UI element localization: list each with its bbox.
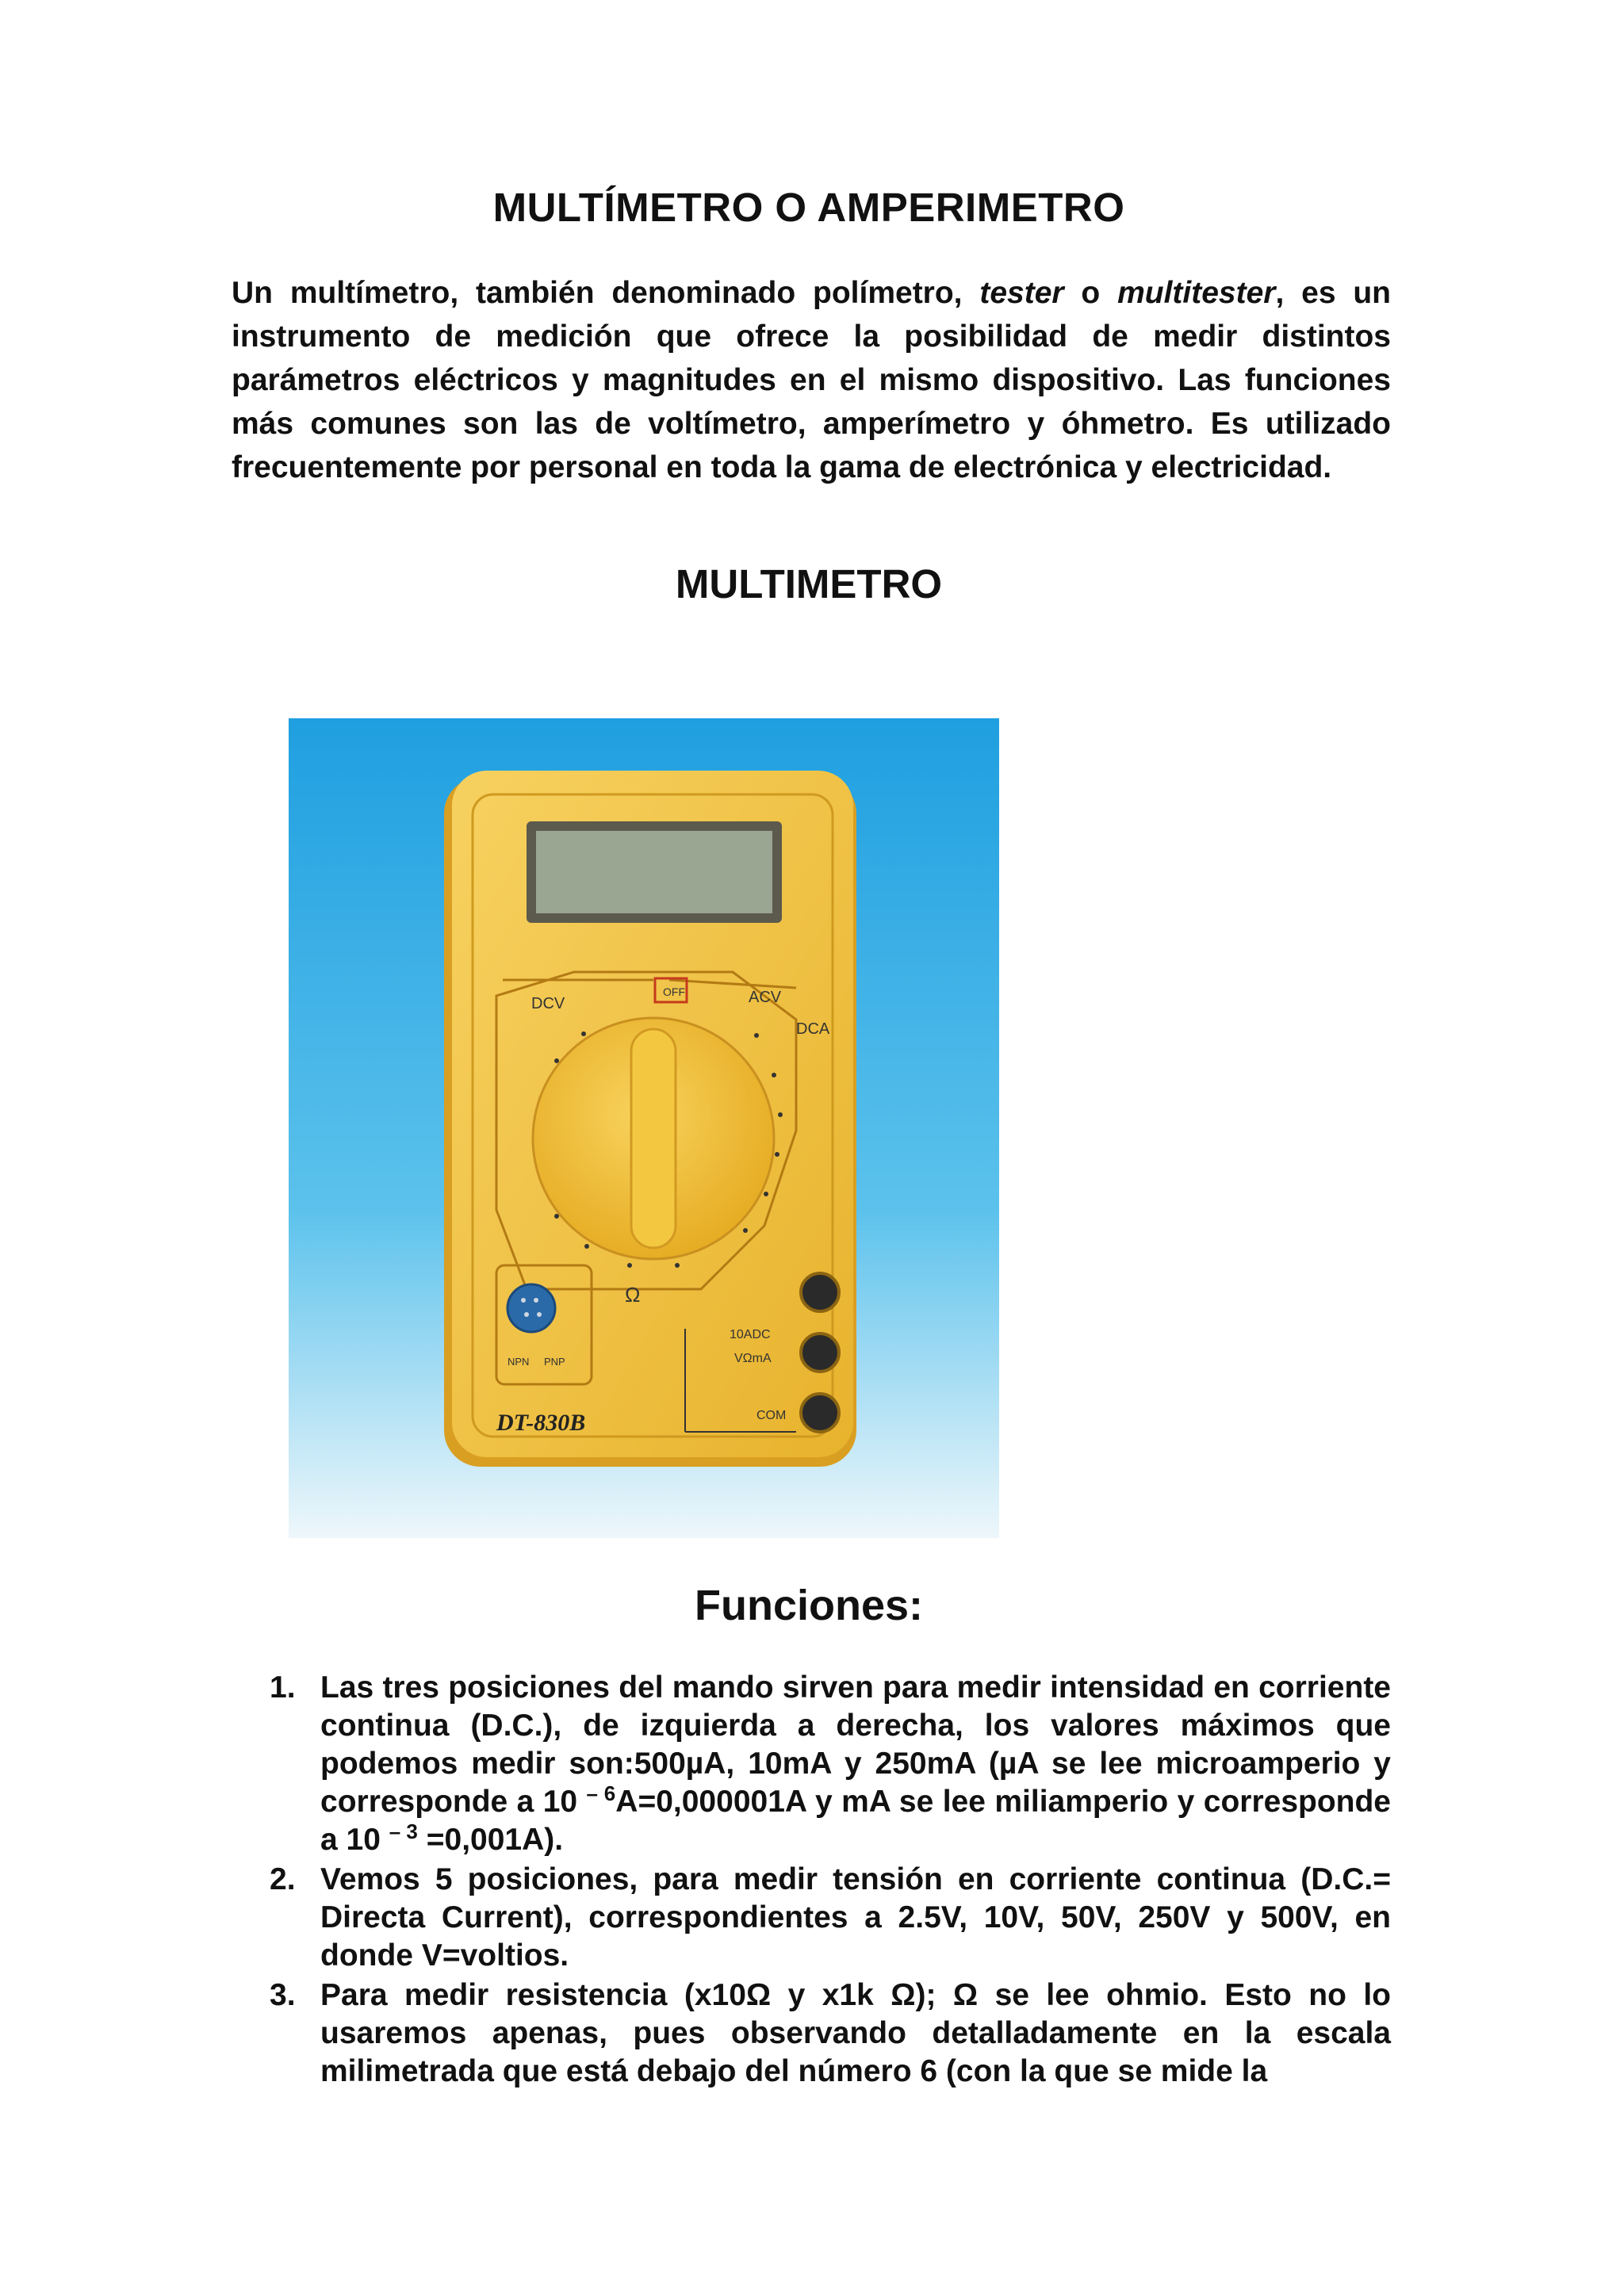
- label-10adc: 10ADC: [730, 1328, 771, 1341]
- list-item: 3. Para medir resistencia (x10Ω y x1k Ω); Ω se lee ohmio. Esto no lo usaremos apenas, pues observando detalladamente en la escala milimetrada que está debajo del número 6 (con la que se mide la: [270, 1978, 1391, 2088]
- label-acv: ACV: [749, 989, 782, 1006]
- lcd-display: [536, 831, 772, 913]
- jack-com: [801, 1394, 839, 1432]
- multimeter-illustration: [289, 718, 999, 1538]
- jack-10a: [801, 1273, 839, 1311]
- label-pnp: PNP: [544, 1356, 565, 1368]
- label-vohmma: VΩmA: [734, 1352, 772, 1365]
- jack-vma: [801, 1334, 839, 1372]
- multimeter-photo: [289, 718, 999, 1538]
- label-dcv: DCV: [531, 995, 565, 1012]
- section-heading-funciones: Funciones:: [694, 1582, 923, 1629]
- functions-list: [270, 1669, 1391, 2092]
- term-tester: tester: [979, 276, 1064, 310]
- section-heading-multimetro: MULTIMETRO: [675, 561, 943, 607]
- list-item: 1. Las tres posiciones del mando sirven para medir intensidad en corriente continua (D.C.), de izquierda a derecha, los valores máximos que podemos medir son:500µA, 10mA y 250mA (µA se lee microamperio y corresponde a 10 $^{- 6}$A=0,000001A y mA se lee miliamperio y corresponde a 10 $^{- 3}$ =0,001A).: [270, 1670, 1391, 1857]
- hfe-socket: [508, 1284, 555, 1332]
- label-ohm: Ω: [625, 1283, 641, 1307]
- label-npn: NPN: [508, 1356, 530, 1368]
- model-label: DT-830B: [496, 1410, 586, 1436]
- intro-paragraph: Un multímetro, también denominado polímetro, tester o multitester, es un instrumento de medición que ofrece la posibilidad de medir distintos parámetros eléctricos y magnitudes en el mismo dispositivo. Las funciones más comunes son las de voltímetro, amperímetro y óhmetro. Es utilizado frecuentemente por personal en toda la gama de electrónica y electricidad.: [232, 276, 1391, 484]
- label-off: OFF: [663, 985, 685, 998]
- knob-pointer: [631, 1029, 676, 1248]
- list-item: 2. Vemos 5 posiciones, para medir tensión en corriente continua (D.C.= Directa Current), correspondientes a 2.5V, 10V, 50V, 250V y 500V, en donde V=voltios.: [270, 1862, 1391, 1973]
- label-dca: DCA: [796, 1020, 830, 1038]
- page-title: MULTÍMETRO O AMPERIMETRO: [492, 185, 1125, 230]
- term-multitester: multitester: [1117, 276, 1276, 310]
- label-com: COM: [756, 1409, 787, 1422]
